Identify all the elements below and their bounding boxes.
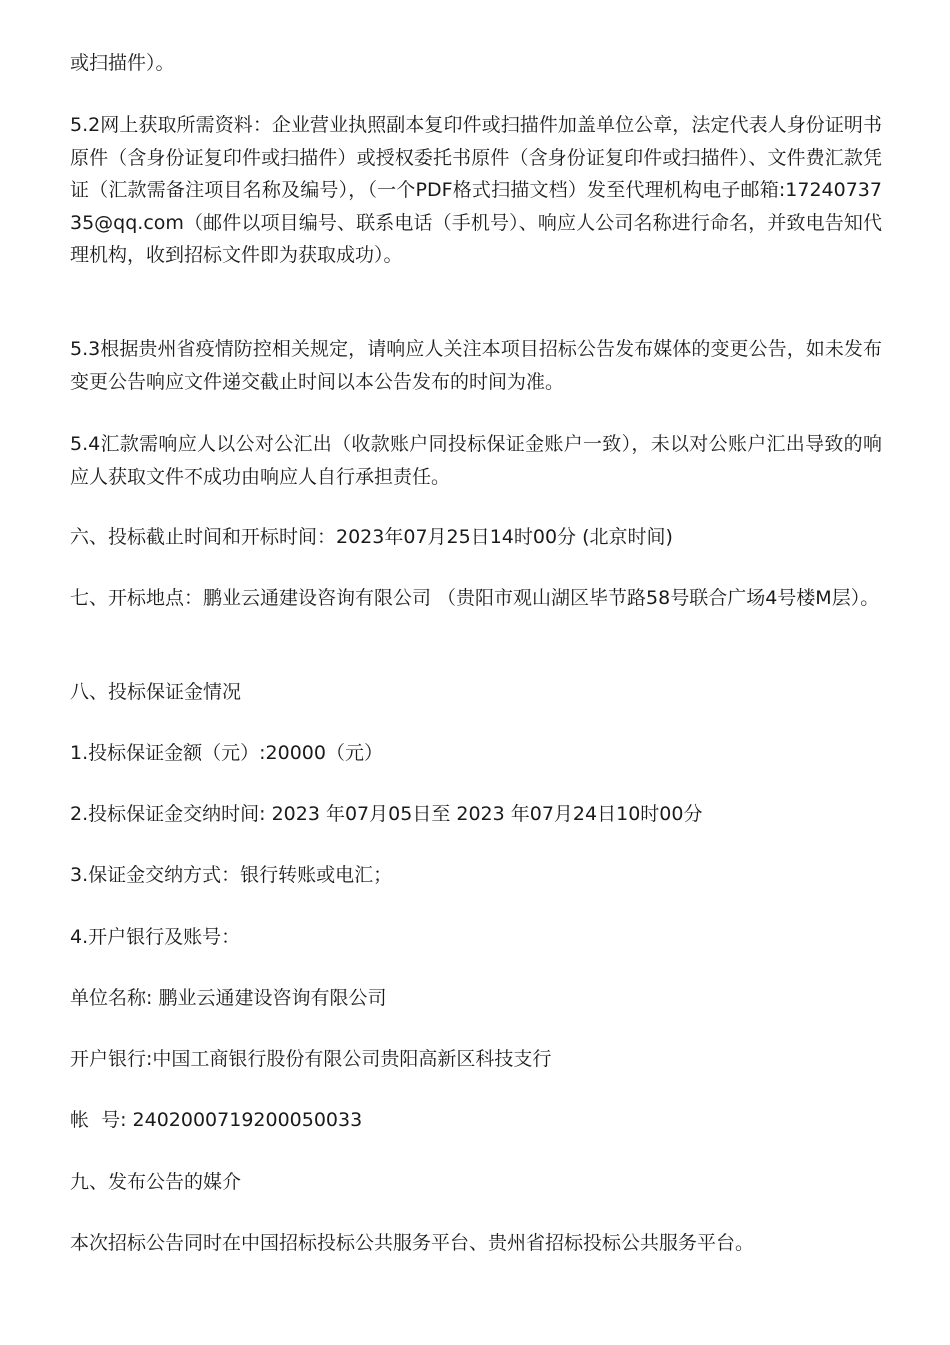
paragraph-remittance: 5.4汇款需响应人以公对公汇出（收款账户同投标保证金账户一致），未以对公账户汇出导致的响应人获取文件不成功由响应人自行承担责任。 (70, 433, 882, 488)
section-bid-location: 七、开标地点：鹏业云通建设咨询有限公司 （贵阳市观山湖区毕节路58号联合广场4号楼M层）。 (70, 587, 880, 609)
section-publication-media: 九、发布公告的媒介 (70, 1171, 242, 1193)
bond-amount: 1.投标保证金额（元）:20000（元） (70, 742, 383, 764)
bond-payment-method: 3.保证金交纳方式：银行转账或电汇； (70, 864, 393, 886)
account-holder-name: 单位名称: 鹏业云通建设咨询有限公司 (70, 987, 387, 1009)
paragraph-continuation: 或扫描件）。 (70, 52, 175, 74)
bond-payment-time: 2.投标保证金交纳时间: 2023 年07月05日至 2023 年07月24日10时00分 (70, 803, 703, 825)
account-number: 帐 号: 2402000719200050033 (70, 1109, 363, 1131)
paragraph-online-materials: 5.2网上获取所需资料：企业营业执照副本复印件或扫描件加盖单位公章，法定代表人身份证明书原件（含身份证复印件或扫描件）或授权委托书原件（含身份证复印件或扫描件）、文件费汇款凭证（汇款需备注项目名称及编号），（一个PDF格式扫描文档）发至代理机构电子邮箱:1724073735@qq.com（邮件以项目编号、联系电话（手机号）、响应人公司名称进行命名，并致电告知代理机构，收到招标文件即为获取成功）。 (70, 114, 882, 266)
account-bank: 开户银行:中国工商银行股份有限公司贵阳高新区科技支行 (70, 1048, 552, 1070)
publication-media-text: 本次招标公告同时在中国招标投标公共服务平台、贵州省招标投标公共服务平台。 (70, 1232, 755, 1254)
section-bid-bond: 八、投标保证金情况 (70, 681, 242, 703)
bank-account-heading: 4.开户银行及账号： (70, 926, 241, 948)
paragraph-epidemic-rules: 5.3根据贵州省疫情防控相关规定，请响应人关注本项目招标公告发布媒体的变更公告，如未发布变更公告响应文件递交截止时间以本公告发布的时间为准。 (70, 338, 882, 393)
section-deadline: 六、投标截止时间和开标时间：2023年07月25日14时00分 (北京时间) (70, 526, 673, 548)
